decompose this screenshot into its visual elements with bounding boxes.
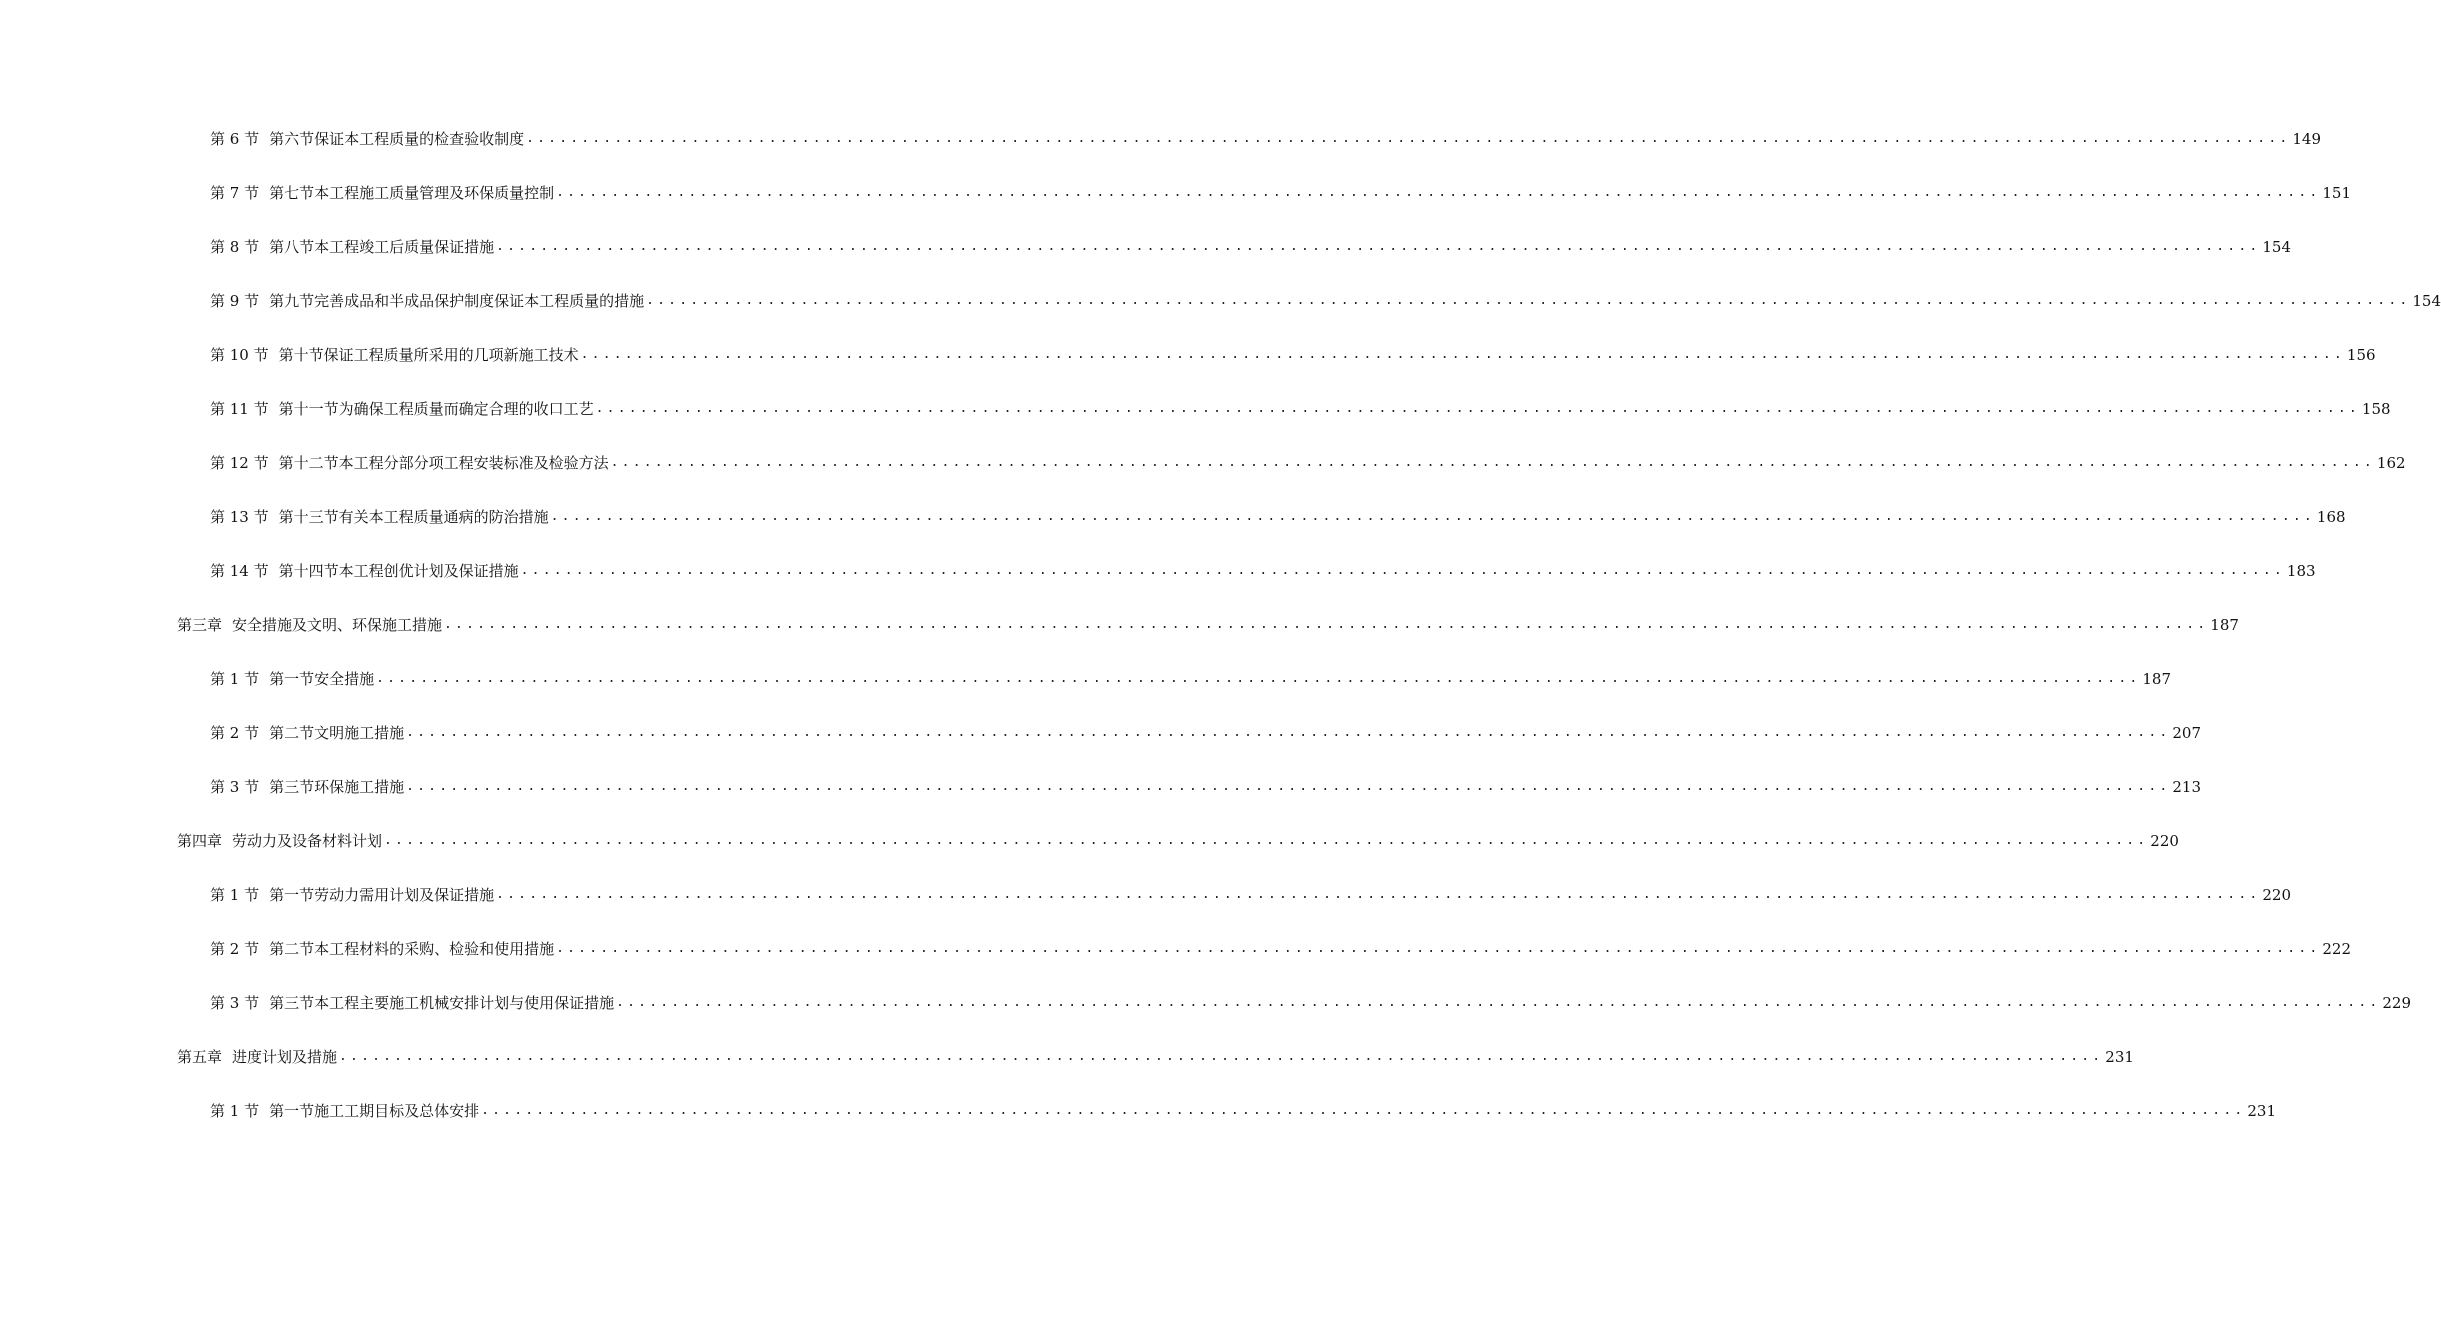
toc-entry-label: 第四章 <box>177 832 223 850</box>
toc-entry-title: 第十节保证工程质量所采用的几项新施工技术 <box>278 346 579 364</box>
toc-entry-title: 第一节施工工期目标及总体安排 <box>269 1102 480 1120</box>
toc-entry-title: 第十四节本工程创优计划及保证措施 <box>278 562 519 580</box>
toc-page-number: 158 <box>2361 400 2391 418</box>
toc-entry-title: 劳动力及设备材料计划 <box>232 832 383 850</box>
toc-entry-label: 第 6 节 <box>210 130 260 148</box>
toc-dot-leader: ................................................................................................................................................................ <box>595 401 2360 416</box>
toc-entry-title: 第三节本工程主要施工机械安排计划与使用保证措施 <box>269 994 615 1012</box>
toc-entry[interactable] <box>0 760 2202 814</box>
toc-dot-leader: ................................................................................................................................................................ <box>616 995 2381 1010</box>
toc-page-number: 187 <box>2142 670 2172 688</box>
toc-entry-title: 进度计划及措施 <box>232 1048 338 1066</box>
toc-page-number: 207 <box>2172 724 2202 742</box>
toc-entry-title: 第一节安全措施 <box>269 670 375 688</box>
toc-dot-leader: ................................................................................................................................................................ <box>384 833 2149 848</box>
toc-entry[interactable] <box>0 1030 2134 1084</box>
toc-dot-leader: ................................................................................................................................................................ <box>444 617 2209 632</box>
toc-entry-label: 第 3 节 <box>210 778 260 796</box>
toc-entry[interactable] <box>0 112 2322 166</box>
toc-entry-label: 第 9 节 <box>210 292 260 310</box>
toc-dot-leader: ................................................................................................................................................................ <box>376 671 2141 686</box>
toc-entry-label: 第 1 节 <box>210 886 260 904</box>
toc-entry[interactable] <box>0 868 2292 922</box>
toc-entry-title: 安全措施及文明、环保施工措施 <box>232 616 443 634</box>
toc-dot-leader: ................................................................................................................................................................ <box>496 239 2261 254</box>
toc-entry-title: 第十三节有关本工程质量通病的防治措施 <box>278 508 549 526</box>
toc-entry-label: 第 3 节 <box>210 994 260 1012</box>
toc-entry[interactable] <box>0 166 2352 220</box>
toc-entry-label: 第三章 <box>177 616 223 634</box>
toc-entry-label: 第 14 节 <box>210 562 269 580</box>
toc-page-number: 151 <box>2322 184 2352 202</box>
toc-dot-leader: ................................................................................................................................................................ <box>496 887 2261 902</box>
toc-entry-title: 第八节本工程竣工后质量保证措施 <box>269 238 495 256</box>
toc-page-number: 231 <box>2105 1048 2134 1066</box>
toc-entry-label: 第 2 节 <box>210 724 260 742</box>
toc-dot-leader: ................................................................................................................................................................ <box>406 725 2171 740</box>
toc-entry-title: 第三节环保施工措施 <box>269 778 405 796</box>
toc-entry[interactable] <box>0 814 2179 868</box>
toc-page-number: 168 <box>2316 508 2346 526</box>
toc-entry-title: 第二节本工程材料的采购、检验和使用措施 <box>269 940 555 958</box>
toc-dot-leader: ................................................................................................................................................................ <box>550 509 2315 524</box>
toc-page-number: 220 <box>2262 886 2292 904</box>
toc-entry[interactable] <box>0 652 2172 706</box>
toc-dot-leader: ................................................................................................................................................................ <box>580 347 2345 362</box>
toc-entry-label: 第 11 节 <box>210 400 269 418</box>
toc-entry-label: 第 2 节 <box>210 940 260 958</box>
toc-dot-leader: ................................................................................................................................................................ <box>526 131 2291 146</box>
toc-entry[interactable] <box>0 706 2202 760</box>
toc-entry[interactable] <box>0 328 2376 382</box>
toc-entry-title: 第七节本工程施工质量管理及环保质量控制 <box>269 184 555 202</box>
toc-entry[interactable] <box>0 976 2412 1030</box>
toc-page-number: 220 <box>2150 832 2179 850</box>
toc-entry-label: 第五章 <box>177 1048 223 1066</box>
toc-entry[interactable] <box>0 274 2441 328</box>
toc-dot-leader: ................................................................................................................................................................ <box>406 779 2171 794</box>
toc-dot-leader: ................................................................................................................................................................ <box>556 185 2321 200</box>
toc-page-number: 156 <box>2346 346 2376 364</box>
toc-entry[interactable] <box>0 436 2406 490</box>
toc-dot-leader: ................................................................................................................................................................ <box>610 455 2375 470</box>
toc-entry-label: 第 1 节 <box>210 1102 260 1120</box>
toc-entry-title: 第六节保证本工程质量的检查验收制度 <box>269 130 525 148</box>
toc-page-number: 154 <box>2262 238 2292 256</box>
toc-dot-leader: ................................................................................................................................................................ <box>646 293 2411 308</box>
toc-entry-label: 第 7 节 <box>210 184 260 202</box>
toc-entry-label: 第 10 节 <box>210 346 269 364</box>
toc-page-number: 222 <box>2322 940 2352 958</box>
toc-entry[interactable] <box>0 544 2316 598</box>
toc-page-number: 162 <box>2376 454 2406 472</box>
toc-entry[interactable] <box>0 1084 2277 1138</box>
toc-entry-title: 第二节文明施工措施 <box>269 724 405 742</box>
toc-entry-title: 第十一节为确保工程质量而确定合理的收口工艺 <box>278 400 594 418</box>
toc-entry[interactable] <box>0 490 2346 544</box>
toc-dot-leader: ................................................................................................................................................................ <box>481 1103 2246 1118</box>
toc-entry-title: 第十二节本工程分部分项工程安装标准及检验方法 <box>278 454 609 472</box>
toc-entry-title: 第一节劳动力需用计划及保证措施 <box>269 886 495 904</box>
toc-page-number: 231 <box>2247 1102 2277 1120</box>
toc-entry-label: 第 13 节 <box>210 508 269 526</box>
toc-page-number: 154 <box>2412 292 2441 310</box>
toc-entry-label: 第 1 节 <box>210 670 260 688</box>
toc-entry[interactable] <box>0 922 2352 976</box>
toc-dot-leader: ................................................................................................................................................................ <box>556 941 2321 956</box>
toc-page-number: 183 <box>2286 562 2316 580</box>
toc-entry[interactable] <box>0 220 2292 274</box>
toc-dot-leader: ................................................................................................................................................................ <box>339 1049 2104 1064</box>
table-of-contents <box>0 112 2441 1138</box>
toc-dot-leader: ................................................................................................................................................................ <box>520 563 2285 578</box>
toc-entry-title: 第九节完善成品和半成品保护制度保证本工程质量的措施 <box>269 292 645 310</box>
toc-entry-label: 第 8 节 <box>210 238 260 256</box>
toc-entry-label: 第 12 节 <box>210 454 269 472</box>
toc-entry[interactable] <box>0 598 2239 652</box>
toc-page-number: 149 <box>2292 130 2322 148</box>
toc-page-number: 187 <box>2210 616 2239 634</box>
toc-page-number: 229 <box>2382 994 2412 1012</box>
toc-page-number: 213 <box>2172 778 2202 796</box>
toc-entry[interactable] <box>0 382 2391 436</box>
